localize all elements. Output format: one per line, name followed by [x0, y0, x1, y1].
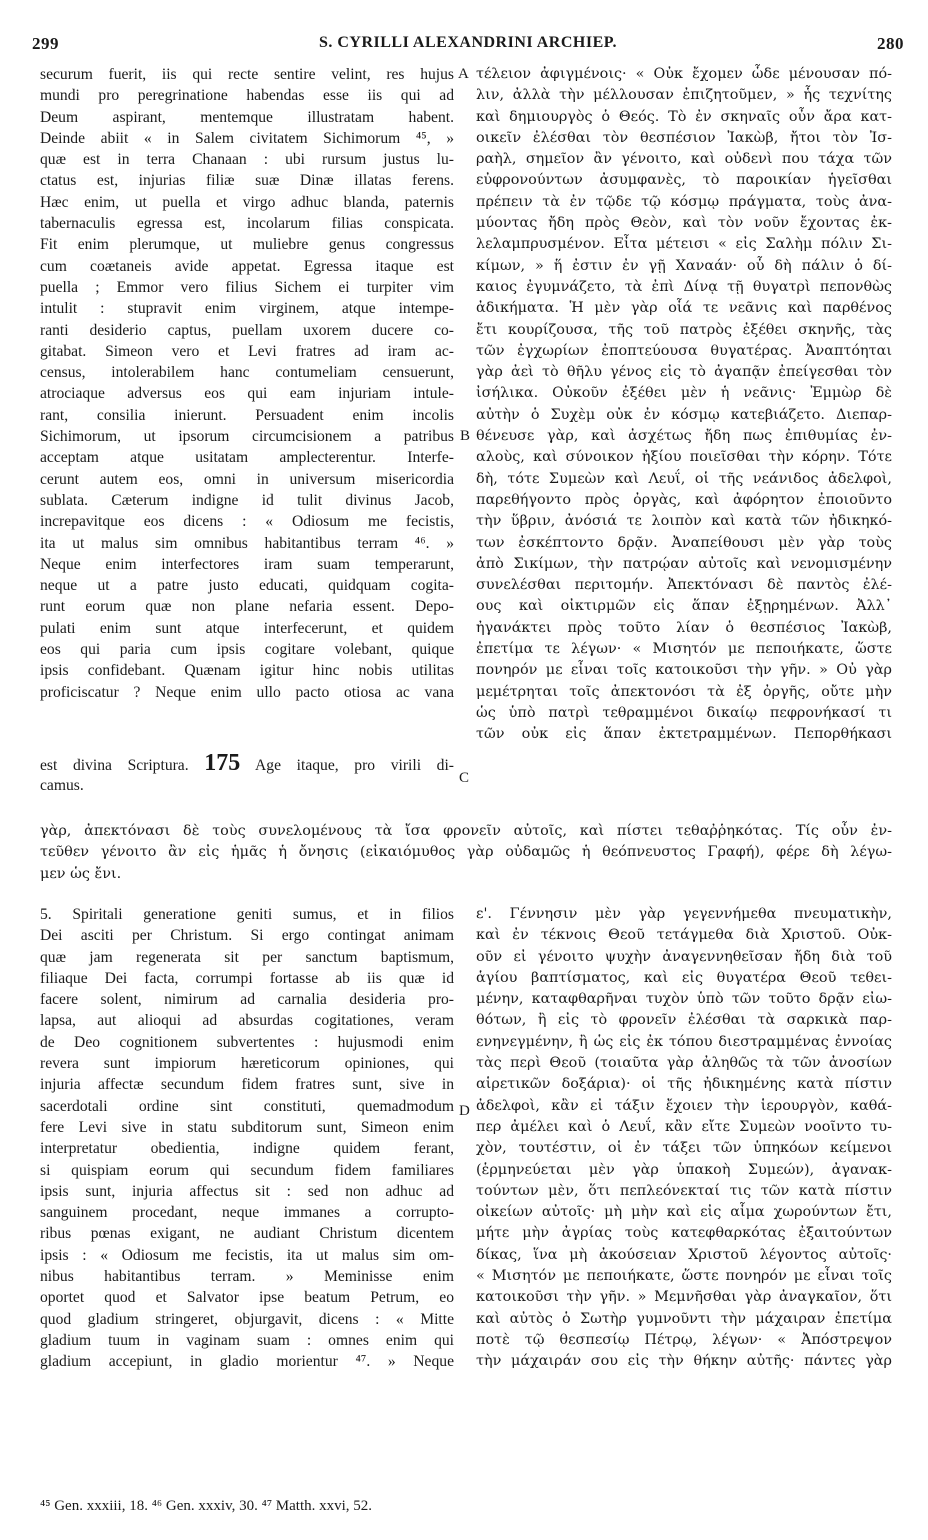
text-line: gladium tuum in vaginam suam : omnes enim qui	[40, 1331, 454, 1349]
text-line: ribus pœnas exigant, ne audiant Christum dicentem	[40, 1225, 454, 1243]
text-line: αὐτὴν ὁ Συχὲμ οὐκ ἐν κόσμῳ κατεβιάζετο. Διεπαρ-	[476, 406, 892, 423]
text-line: κίμων, » ἥ ἐστιν ἐν γῇ Χαναάν· οὗ δὴ πάλιν ὁ δί-	[476, 257, 892, 274]
text-line: rant, consilia inierunt. Persuadent enim incolis	[40, 406, 454, 424]
text-line: δὴ, τότε Συμεὼν καὶ Λευΐ, οἱ τῆς νεάνιδος ἀδελφοὶ,	[476, 470, 892, 487]
text-line: gladium accepiunt, in gladio morientur ⁴⁷. » Neque	[40, 1353, 454, 1371]
text-line: καὶ δημιουργὸς ὁ Θεός. Τὸ ἐν σκηναῖς οὖν ἄρα κατ-	[476, 108, 892, 125]
text-line: μένην, καταφθαρῆναι τυχὸν ὑπὸ τῶν τοῦτο δρᾷν εἰω-	[476, 991, 892, 1008]
text-line: interpretatur obedientia, indigne quidem ferant,	[40, 1140, 454, 1158]
text-line: περ ἀμέλει καὶ ὁ Λευΐ, κἂν εἴτε Συμεὼν νοοῖντο τυ-	[476, 1118, 892, 1135]
text-line: mundi pro peregrinatione habendas esse iis qui ad	[40, 87, 454, 105]
text-line: των ἐσκέπτοντο δρᾷν. Ἀναπείθουσι μὲν γὰρ τοὺς	[476, 534, 892, 551]
text-line: οικεῖν ἐλέσθαι τὸν θεσπέσιον Ἰακὼβ, ἤτοι τὸν Ἰσ-	[476, 129, 892, 146]
text-line: si quispiam eorum qui secundum fidem familiares	[40, 1161, 454, 1179]
text-line: τῶν ἐγχωρίων ἐποπτεύουσα θυγατέρας. Ἀναπτόηται	[476, 342, 892, 359]
page-number-left: 299	[32, 34, 59, 53]
text-line: facere solent, nimirum ad carnalia desideria pro-	[40, 991, 454, 1009]
text-line: πρέπειν τὰ ἐν τῷδε τῷ κόσμῳ πράγματα, τοὺς ἀνα-	[476, 193, 892, 210]
text-line: τέλειον ἀφιγμένοις· « Οὐκ ἔχομεν ὧδε μένουσαν πό-	[476, 66, 892, 82]
text-line: αλοὺς, καὶ σύνοικον ἠξίου ποιεῖσθαι τὴν κόρην. Τότε	[476, 449, 892, 466]
text-line: 5. Spiritali generatione geniti sumus, et in filios	[40, 906, 454, 923]
text-line: ἔτι κουρίζουσα, τῆς τοῦ πατρὸς ἐξέθει σκηνῆς, τὰς	[476, 321, 892, 338]
text-line: sanguinem procedant, neque immanes a corrupto-	[40, 1204, 454, 1222]
text-line: δίκας, ἵνα μὴ ἀκούσειαν Χριστοῦ λέγοντος αὐτοῖς·	[476, 1246, 892, 1263]
page-number-right: 280	[877, 34, 904, 53]
footnotes: ⁴⁵ Gen. xxxiii, 18. ⁴⁶ Gen. xxxiv, 30. ⁴⁷ Matth. xxvi, 52.	[40, 1498, 373, 1514]
text-line: eos qui paria cum ipsis cogitare volebant, quique	[40, 641, 454, 659]
text-line: quæ est in terra Chanaan : ubi rursum justus lu-	[40, 151, 454, 169]
text-line: ους καὶ οἰκτιρμῶν εἰς ἅπαν ἐξῃρημένων. Ἀλλ᾽	[476, 598, 892, 615]
latin-last-line-start: est divina Scriptura.	[40, 757, 189, 774]
text-line: atrociaque adversus eos qui eam injuriam intule-	[40, 385, 454, 403]
latin-column-top	[40, 64, 454, 703]
text-line: καιος ἐγυμνάζετο, τὰ ἐπὶ Δίνᾳ τῇ θυγατρὶ πεπονθὼς	[476, 278, 892, 295]
text-line: intulit : stupravit enim virginem, atque intempe-	[40, 300, 454, 318]
latin-tail-line: camus.	[40, 777, 84, 794]
text-line: καὶ αὐτὸς ὁ Σωτὴρ γυμνοῦντι τὴν μάχαιραν ἐπετίμα	[476, 1310, 892, 1327]
text-line: Hæc enim, ut puella et virgo adhuc blanda, paternis	[40, 193, 454, 211]
text-line: μεμέτρηται τοῖς ἀπεκτονόσι τὰ ἐξ ὀργῆς, οὔτε μὴν	[476, 683, 892, 700]
text-line: (ἑρμηνεύεται μὲν γὰρ ὑπακοὴ Συμεών), ἀγανακ-	[476, 1161, 892, 1178]
text-line: gitabat. Simeon vero et Levi fratres ad iram ac-	[40, 342, 454, 360]
text-line: χὸν, τουτέστιν, οἱ ἐν τάξει τῶν ὑπηκόων κείμενοι	[476, 1140, 892, 1157]
text-line: Sichimorum, ut ipsorum circumcisionem a patribus	[40, 428, 454, 446]
text-line: lapsa, aut alioqui ad absurdas cogitationes, veram	[40, 1012, 454, 1030]
text-line: Neque enim interfectores iram suam temperarunt,	[40, 555, 454, 573]
text-line: τούντων μὲν, ὅτι πεπλεόνεκταί τις τῶν κατὰ πίστιν	[476, 1182, 892, 1199]
greek-column-top	[476, 64, 892, 746]
text-line: ἀπὸ Σικίμων, τὴν πατρῴαν αὐτοῖς καὶ νενομισμένην	[476, 555, 892, 572]
running-title: S. CYRILLI ALEXANDRINI ARCHIEP.	[318, 34, 618, 51]
text-line: τεῦθεν γένοιτο ἂν εἰς ἡμᾶς ἡ ὄνησις (εἰκαιόμυθος γὰρ οὐδαμῶς ἡ θεόπνευστος Γραφή), φέρε δὴ λέγω-	[40, 844, 892, 861]
text-line: τῶν οὐκ εἰς ἅπαν ἐκτετραμμένων. Πεπορθήκασι	[476, 726, 892, 743]
text-line: de Deo cognitionem subvertentes : hujusmodi enim	[40, 1033, 454, 1051]
text-line: τὴν μάχαιράν σου εἰς τὴν θήκην αὐτῆς· πάντες γὰρ	[476, 1353, 892, 1370]
text-line: μεν ὡς ἔνι.	[40, 865, 122, 882]
text-line: injuria affectæ secundum fidem fratres sunt, sive in	[40, 1076, 454, 1094]
margin-letter-d: D	[459, 1103, 470, 1119]
text-line: ἀδελφοὶ, κἂν εἰ τάξιν ἔχοιεν τὴν ἱερουργὸν, καθά-	[476, 1097, 892, 1114]
text-line: nibus habitantibus terram. » Meminisse enim	[40, 1268, 454, 1286]
text-line: ποτὲ τῷ θεσπεσίῳ Πέτρῳ, λέγων· « Ἀπόστρεψον	[476, 1331, 892, 1348]
text-line: acceptam atque usitatam amplecterentur. Interfe-	[40, 449, 454, 467]
text-line: ipsis : « Odiosum me fecistis, ita ut malus sim om-	[40, 1246, 454, 1264]
text-line: εὐφρονούντων ἀσυμφανὲς, τὸ παροικίαν ἡγεῖσθαι	[476, 172, 892, 189]
text-line: Deum aspirant, mentemque illustratam habent.	[40, 108, 454, 126]
text-line: Dei asciti per Christum. Si ergo contingat animam	[40, 927, 454, 945]
text-line: sacerdotali ordine sint constituti, quemadmodum	[40, 1097, 454, 1115]
text-line: cerunt autem eos, omni in universum misericordia	[40, 470, 454, 488]
greek-spanning-lines	[40, 821, 892, 885]
latin-tail	[40, 775, 454, 796]
text-line: ενηνεγμένην, ἢ ὡς εἰς ἐκ τόπου διεστραμμένας ἐννοίας	[476, 1033, 892, 1050]
text-line: ἁγίου βαπτίσματος, καὶ εἰς θυγατέρα Θεοῦ τεθει-	[476, 969, 892, 986]
text-line: γὰρ, ἀπεκτόνασι δὲ τοὺς συνελομένους τὰ ἴσα φρονεῖν αὐτοῖς, καὶ πίστει τεθαῤῥηκότας. Τίς οὖν ἐν-	[40, 823, 892, 839]
text-line: filiaque Dei facta, corrumpi fortasse ab iis quæ id	[40, 969, 454, 987]
text-line: κατοικοῦσι τὴν γῆν. » Μεμνῆσθαι γὰρ ἀναγκαῖον, ὅτι	[476, 1289, 892, 1306]
text-line: γὰρ ἀεὶ τὸ θῆλυ γένος εἰς τὸ ἀγαπᾷν ἐπείγεσθαι τὸν	[476, 364, 892, 381]
text-line: μήτε μὴν ἀγρίας τοὺς κατεφθαρκότας ἐξαιτούντων	[476, 1225, 892, 1242]
text-line: runt eorum quæ non plane nefaria essent. Depo-	[40, 598, 454, 616]
margin-letter-a: A	[458, 66, 469, 82]
text-line: ὡς ὑπὸ πατρὶ τεθραμμένοι δικαίῳ πεφρονήκασί τι	[476, 704, 892, 721]
text-line: fere Levi sive in statu subditorum sunt, Simeon enim	[40, 1118, 454, 1136]
text-line: tabernaculis egressa est, incolarum filias conspicata.	[40, 215, 454, 233]
latin-last-line	[40, 753, 454, 774]
margin-letter-b: B	[460, 428, 471, 444]
text-line: ἀδικήματα. Ἡ μὲν γὰρ οἷά τε νεᾶνις καὶ παρθένος	[476, 300, 892, 317]
text-line: ἠγανάκτει πρὸς τοῦτο λίαν ὁ θεσπέσιος Ἰακὼβ,	[476, 619, 892, 636]
text-line: ραὴλ, σημεῖον ἂν γένοιτο, καὶ οὐδενὶ που τάχα τῶν	[476, 151, 892, 168]
text-line: quæ jam regenerata sit per sanctum baptismum,	[40, 948, 454, 966]
text-line: ε'. Γέννησιν μὲν γὰρ γεγεννήμεθα πνευματικὴν,	[476, 906, 892, 922]
text-line: θένευσε γὰρ, καὶ ἀσχέτως ἤδη πως ἐπιθυμίας ἐν-	[476, 428, 892, 445]
text-line: πονηρόν με εἶναι τοῖς κατοικοῦσι τὴν γῆν. » Οὐ γὰρ	[476, 662, 892, 679]
text-line: οῦν εἰ γένοιτο ψυχὴν ἀναγεννηθεῖσαν ἤδη διὰ τοῦ	[476, 948, 892, 965]
text-line: proficiscatur ? Neque enim ullo pacto otiosa ac vana	[40, 683, 454, 701]
text-line: pulati enim sunt atque interfecerunt, et quidem	[40, 619, 454, 637]
text-line: puella ; Emmor vero filius Sichem ei turpiter vim	[40, 278, 454, 296]
text-line: οἰκείων αὐτοῖς· μὴ μὴν καὶ εἰς αἷμα χωρούντων ἔτι,	[476, 1204, 892, 1221]
text-line: καὶ ἐν τέκνοις Θεοῦ τετάγμεθα διὰ Χριστοῦ. Οὐκ-	[476, 927, 892, 944]
latin-last-line-end: Age itaque, pro virili di-	[255, 757, 454, 774]
text-line: ita ut malus sim omnibus habitantibus terram ⁴⁶. »	[40, 534, 454, 552]
text-line: Fit enim plerumque, ut muliebre genus congressus	[40, 236, 454, 254]
page-header	[32, 34, 904, 58]
text-line: cum coætaneis avide appetat. Egressa itaque est	[40, 257, 454, 275]
text-line: increpavitque eos dicens : « Odiosum me fecistis,	[40, 513, 454, 531]
text-line: ἐπετίμα τε λέγων· « Μισητόν με πεποιήκατε, ὥστε	[476, 641, 892, 658]
text-line: λιν, ἀλλὰ τὴν μέλλουσαν ἐπιζητοῦμεν, » ἧς τεχνίτης	[476, 87, 892, 104]
section-marker: 175	[204, 753, 241, 775]
text-line: ipsis sunt, injuria affectus sit : sed non adhuc ad	[40, 1182, 454, 1200]
greek-column-bottom	[476, 904, 892, 1373]
text-line: oportet quod et Salvator ipse beatum Petrum, eo	[40, 1289, 454, 1307]
text-line: ἰσήλικα. Οὐκοῦν ἐξέθει μὲν ἡ νεᾶνις· Ἐμμὼρ δὲ	[476, 385, 892, 402]
text-line: revera sunt impiorum hæreticorum opiniones, qui	[40, 1055, 454, 1073]
text-line: αἱρετικῶν δοξάρια)· οἱ τῆς ἠδικημένης κατὰ πίστιν	[476, 1076, 892, 1093]
margin-letter-c: C	[459, 770, 470, 786]
text-line: neque ut a patre justo educati, quidquam cogita-	[40, 577, 454, 595]
text-line: census, intolerabilem hanc contumeliam censuerunt,	[40, 364, 454, 382]
text-line: « Μισητόν με πεποιήκατε, ὥστε πονηρόν με εἶναι τοῖς	[476, 1268, 892, 1285]
text-line: μύοντας ἤδη πρὸς Θεὸν, καὶ τὸν νοῦν ἔχοντας ἐκ-	[476, 215, 892, 232]
text-line: securum fuerit, iis qui recte sentire velint, res hujus	[40, 66, 454, 83]
text-line: παρεθήγοντο πρὸς ὀργὰς, καὶ ἀφόρητον ἐποιοῦντο	[476, 491, 892, 508]
text-line: ranti desiderio captus, puellam uxorem ducere co-	[40, 321, 454, 339]
text-line: sublata. Cæterum indigne id tulit divinus Jacob,	[40, 491, 454, 509]
text-line: ipsis confidebant. Quænam igitur hinc nobis utilitas	[40, 662, 454, 680]
text-line: λελαμπρυσμένον. Εἶτα μέτεισι « εἰς Σαλὴμ πόλιν Σι-	[476, 236, 892, 253]
text-line: Deinde abiit « in Salem civitatem Sichimorum ⁴⁵, »	[40, 129, 454, 147]
text-line: ctatus est, injurias filiæ suæ Dinæ illatas ferens.	[40, 172, 454, 190]
text-line: τὴν ὕβριν, ἀνόσιά τε λοιπὸν καὶ κατὰ τῶν ἠδικηκό-	[476, 513, 892, 530]
latin-column-bottom	[40, 904, 454, 1373]
text-line: θότων, ἢ εἰς τὸ φρονεῖν ἐλέσθαι τὰ σαρκικὰ παρ-	[476, 1012, 892, 1029]
text-line: συνελέσθαι περιτομήν. Ἀπεκτόνασι δὲ παντὸς ἐλέ-	[476, 577, 892, 594]
text-line: quod gladium stringeret, objurgavit, dicens : « Mitte	[40, 1310, 454, 1328]
text-line: τὰς περὶ Θεοῦ (τοιαῦτα γὰρ ἀληθῶς τὰ τῶν ἀνοσίων	[476, 1055, 892, 1072]
